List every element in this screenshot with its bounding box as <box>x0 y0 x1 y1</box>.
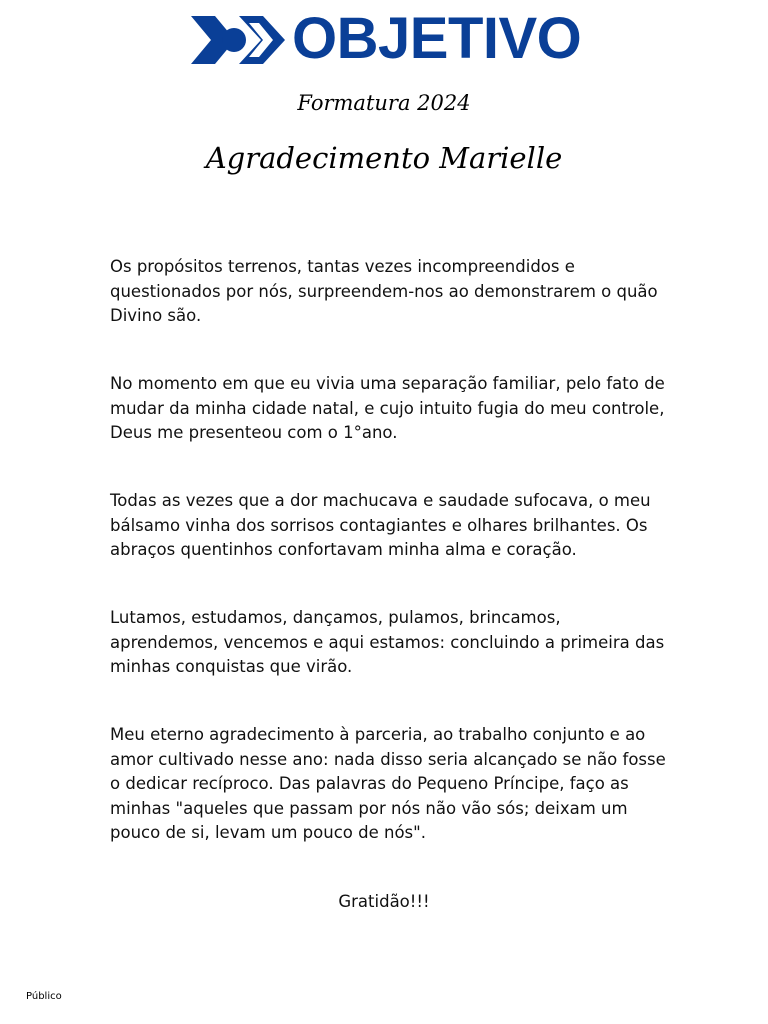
logo-wordmark: OBJETIVO <box>292 6 582 71</box>
objetivo-emblem-icon <box>189 14 289 66</box>
paragraph-2: No momento em que eu vivia uma separação familiar, pelo fato de mudar da minha cidade natal, e cujo intuito fugia do meu controle, Deus me presenteou com o 1°ano. <box>110 374 665 442</box>
paragraph-3: Todas as vezes que a dor machucava e saudade sufocava, o meu bálsamo vinha dos sorrisos contagiantes e olhares brilhantes. Os abraços quentinhos confortavam minha alma e coração. <box>110 491 651 559</box>
paragraph-5: Meu eterno agradecimento à parceria, ao trabalho conjunto e ao amor cultivado nesse ano: nada disso seria alcançado se não fosse o dedicar recíproco. Das palavras do Pequeno Príncipe, faço as minhas "aqueles que passam por nós não vão sós; deixam um pouco de si, levam um pouco de nós". <box>110 725 666 842</box>
paragraph-1: Os propósitos terrenos, tantas vezes incompreendidos e questionados por nós, surpreendem-nos ao demonstrarem o quão Divino são. <box>110 257 658 325</box>
classification-label: Público <box>26 991 62 1002</box>
paragraph-4: Lutamos, estudamos, dançamos, pulamos, brincamos, aprendemos, vencemos e aqui estamos: concluindo a primeira das minhas conquistas que virão. <box>110 608 665 676</box>
document-title: Agradecimento Marielle <box>205 141 563 175</box>
closing-line: Gratidão!!! <box>338 892 430 911</box>
event-title: Formatura 2024 <box>297 91 471 115</box>
objetivo-logo <box>189 6 589 71</box>
